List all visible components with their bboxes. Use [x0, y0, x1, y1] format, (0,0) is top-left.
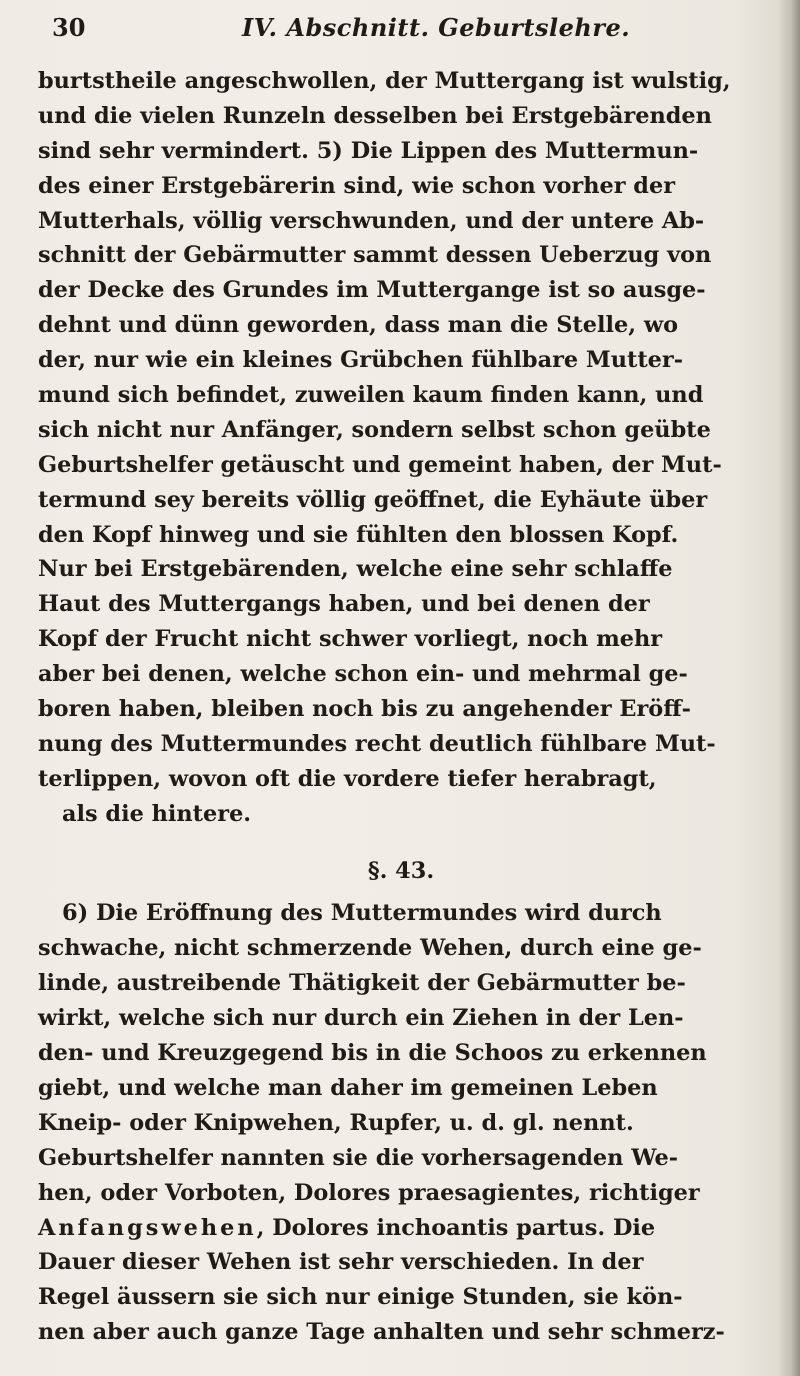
text-line: Dauer dieser Wehen ist sehr verschieden. In der: [38, 1249, 644, 1276]
text-line: sind sehr vermindert. 5) Die Lippen des Muttermun-: [38, 137, 699, 164]
text-line: 6) Die Eröffnung des Muttermundes wird durch: [62, 900, 662, 927]
text-line: mund sich befindet, zuweilen kaum finden kann, und: [38, 382, 704, 409]
text-line: giebt, und welche man daher im gemeinen Leben: [38, 1074, 658, 1101]
text-line: den- und Kreuzgegend bis in die Schoos zu erkennen: [38, 1040, 707, 1067]
text-line: dehnt und dünn geworden, dass man die Stelle, wo: [38, 312, 679, 339]
text-fragment: , Dolores inchoantis partus. Die: [256, 1214, 656, 1241]
text-line: Mutterhals, völlig verschwunden, und der untere Ab-: [38, 207, 705, 234]
text-line: nen aber auch ganze Tage anhalten und sehr schmerz-: [38, 1319, 725, 1346]
text-line: termund sey bereits völlig geöffnet, die Eyhäute über: [38, 486, 708, 513]
text-line: des einer Erstgebärerin sind, wie schon vorher der: [38, 172, 676, 199]
text-line: als die hintere.: [62, 800, 252, 827]
section-heading: §. 43.: [367, 857, 435, 884]
text-line: wirkt, welche sich nur durch ein Ziehen in der Len-: [38, 1005, 684, 1032]
text-line: der, nur wie ein kleines Grübchen fühlbare Mutter-: [38, 347, 684, 374]
text-line: den Kopf hinweg und sie fühlten den blossen Kopf.: [38, 521, 679, 548]
text-line: Kneip- oder Knipwehen, Rupfer, u. d. gl. nennt.: [38, 1109, 634, 1136]
spaced-term: Anfangswehen: [38, 1214, 257, 1241]
page-number: 30: [52, 13, 86, 42]
text-line: Regel äussern sie sich nur einige Stunden, sie kön-: [38, 1284, 683, 1311]
text-line: Geburtshelfer getäuscht und gemeint haben, der Mut-: [38, 451, 722, 478]
text-line: Haut des Muttergangs haben, und bei denen der: [38, 591, 650, 618]
text-line: linde, austreibende Thätigkeit der Gebärmutter be-: [38, 970, 686, 997]
body-text: [38, 64, 764, 1350]
text-line: terlippen, wovon oft die vordere tiefer herabragt,: [38, 765, 657, 792]
text-line: boren haben, bleiben noch bis zu angehender Eröff-: [38, 696, 691, 723]
page-edge-shadow: [778, 0, 800, 1376]
paragraph-1: [38, 64, 764, 832]
running-head: IV. Abschnitt. Geburtslehre.: [242, 13, 631, 42]
page-header: [52, 8, 752, 48]
text-line: schnitt der Gebärmutter sammt dessen Ueberzug von: [38, 242, 712, 269]
text-line: Kopf der Frucht nicht schwer vorliegt, noch mehr: [38, 626, 663, 653]
text-line: Nur bei Erstgebärenden, welche eine sehr schlaffe: [38, 556, 673, 583]
text-line: sich nicht nur Anfänger, sondern selbst schon geübte: [38, 416, 711, 443]
paragraph-2: [38, 896, 764, 1350]
text-line: Geburtshelfer nannten sie die vorhersagenden We-: [38, 1144, 679, 1171]
text-line: burtstheile angeschwollen, der Muttergang ist wulstig,: [38, 68, 731, 94]
text-line: nung des Muttermundes recht deutlich fühlbare Mut-: [38, 730, 716, 757]
text-line: schwache, nicht schmerzende Wehen, durch eine ge-: [38, 935, 702, 962]
text-line: der Decke des Grundes im Muttergange ist so ausge-: [38, 277, 706, 304]
text-line: aber bei denen, welche schon ein- und mehrmal ge-: [38, 661, 688, 688]
text-line: [38, 1211, 764, 1246]
text-line: hen, oder Vorboten, Dolores praesagientes, richtiger: [38, 1179, 700, 1206]
text-line: und die vielen Runzeln desselben bei Erstgebärenden: [38, 102, 712, 129]
